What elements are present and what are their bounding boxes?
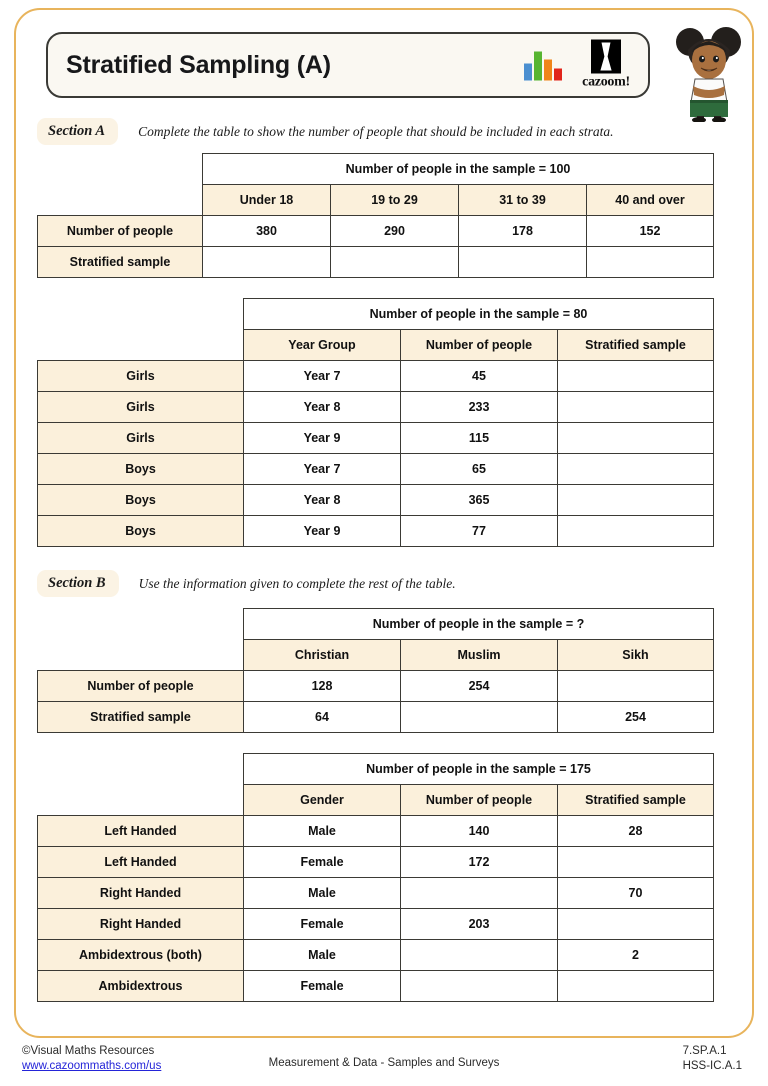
worksheet-header — [46, 32, 650, 98]
section-b-label: Section B — [37, 570, 119, 597]
table3-cell[interactable]: 128 — [244, 671, 401, 702]
table-row — [38, 454, 714, 485]
table-row-column-headers — [38, 330, 714, 361]
table4-cell[interactable]: 28 — [558, 816, 714, 847]
table-row — [38, 392, 714, 423]
table-row — [38, 878, 714, 909]
table-row — [38, 940, 714, 971]
blank-corner — [38, 154, 203, 185]
table2-row-label: Girls — [38, 423, 244, 454]
table4-cell[interactable] — [401, 940, 558, 971]
table2-cell[interactable] — [558, 485, 714, 516]
table4-col-header: Gender — [244, 785, 401, 816]
table4-cell[interactable]: 140 — [401, 816, 558, 847]
table-row-column-headers — [38, 785, 714, 816]
table4-cell[interactable]: 172 — [401, 847, 558, 878]
page-title: Stratified Sampling (A) — [66, 50, 331, 79]
table-row-span-header — [38, 754, 714, 785]
table4-row-label: Right Handed — [38, 878, 244, 909]
table4-cell[interactable]: 70 — [558, 878, 714, 909]
table-row — [38, 671, 714, 702]
table3-col-header: Christian — [244, 640, 401, 671]
table-row — [38, 423, 714, 454]
table4-cell[interactable]: Male — [244, 816, 401, 847]
website-link[interactable]: www.cazoommaths.com/us — [22, 1060, 162, 1072]
table3-cell[interactable]: 254 — [558, 702, 714, 733]
table-age-strata — [37, 153, 714, 278]
table2-cell[interactable]: 115 — [401, 423, 558, 454]
table4-row-label: Left Handed — [38, 847, 244, 878]
table-row-span-header — [38, 154, 714, 185]
table-handedness-strata — [37, 753, 714, 1002]
table2-cell[interactable] — [558, 392, 714, 423]
table4-row-label: Right Handed — [38, 909, 244, 940]
table3-cell[interactable] — [558, 671, 714, 702]
title-box — [46, 32, 650, 98]
table2-cell[interactable]: 233 — [401, 392, 558, 423]
table2-col-header: Stratified sample — [558, 330, 714, 361]
student-character-illustration — [668, 16, 752, 122]
table1-cell[interactable] — [203, 247, 331, 278]
table3-col-header: Muslim — [401, 640, 558, 671]
table4-span-title: Number of people in the sample = 175 — [244, 754, 714, 785]
table4-col-header: Stratified sample — [558, 785, 714, 816]
table1-col-header: 31 to 39 — [459, 185, 587, 216]
table2-row-label: Boys — [38, 454, 244, 485]
table2-cell[interactable] — [558, 516, 714, 547]
table4-cell[interactable] — [401, 971, 558, 1002]
table-row — [38, 909, 714, 940]
table2-col-header: Year Group — [244, 330, 401, 361]
table1-col-header: 40 and over — [587, 185, 714, 216]
table4-cell[interactable]: Female — [244, 971, 401, 1002]
brand-group — [524, 40, 634, 91]
table4-cell[interactable]: Male — [244, 878, 401, 909]
blank-corner — [38, 185, 203, 216]
table3-row-label: Stratified sample — [38, 702, 244, 733]
table2-cell[interactable]: Year 7 — [244, 454, 401, 485]
table1-cell[interactable] — [331, 247, 459, 278]
blank-corner — [38, 299, 244, 330]
standard-code-2: HSS-IC.A.1 — [682, 1060, 742, 1072]
table2-cell[interactable] — [558, 361, 714, 392]
table-row — [38, 847, 714, 878]
table1-cell[interactable] — [587, 247, 714, 278]
table3-cell[interactable]: 64 — [244, 702, 401, 733]
table2-cell[interactable] — [558, 423, 714, 454]
section-b-row — [37, 570, 456, 597]
blank-corner — [38, 754, 244, 785]
section-a-instruction: Complete the table to show the number of people that should be included in each strata. — [138, 123, 614, 139]
table4-row-label: Left Handed — [38, 816, 244, 847]
table-religion-strata — [37, 608, 714, 733]
table2-cell[interactable]: 77 — [401, 516, 558, 547]
section-a-row — [37, 118, 614, 145]
copyright-text: ©Visual Maths Resources — [22, 1045, 155, 1057]
table4-cell[interactable]: Female — [244, 847, 401, 878]
table1-col-header: Under 18 — [203, 185, 331, 216]
table4-cell[interactable]: 2 — [558, 940, 714, 971]
section-b-instruction: Use the information given to complete the rest of the table. — [138, 575, 456, 591]
table-row — [38, 485, 714, 516]
standard-code-1: 7.SP.A.1 — [682, 1045, 727, 1057]
table2-cell[interactable]: Year 7 — [244, 361, 401, 392]
table4-row-label: Ambidextrous — [38, 971, 244, 1002]
blank-corner — [38, 785, 244, 816]
brand-wordmark: cazoom! — [582, 74, 630, 90]
table-row-column-headers — [38, 185, 714, 216]
table2-cell[interactable]: Year 8 — [244, 485, 401, 516]
table2-row-label: Girls — [38, 392, 244, 423]
table3-col-header: Sikh — [558, 640, 714, 671]
table4-cell[interactable] — [558, 971, 714, 1002]
table1-cell[interactable]: 290 — [331, 216, 459, 247]
table-row — [38, 216, 714, 247]
table-row — [38, 247, 714, 278]
table-row — [38, 361, 714, 392]
table4-cell[interactable] — [558, 909, 714, 940]
table2-span-title: Number of people in the sample = 80 — [244, 299, 714, 330]
table1-cell[interactable]: 152 — [587, 216, 714, 247]
blank-corner — [38, 640, 244, 671]
table2-cell[interactable]: 45 — [401, 361, 558, 392]
table1-col-header: 19 to 29 — [331, 185, 459, 216]
table-row — [38, 516, 714, 547]
table2-cell[interactable]: 365 — [401, 485, 558, 516]
blank-corner — [38, 330, 244, 361]
table1-cell[interactable] — [459, 247, 587, 278]
page-footer — [0, 1044, 768, 1086]
table-row-column-headers — [38, 640, 714, 671]
table1-cell[interactable]: 178 — [459, 216, 587, 247]
table3-cell[interactable] — [401, 702, 558, 733]
table-row — [38, 702, 714, 733]
table2-row-label: Girls — [38, 361, 244, 392]
table1-row-label: Stratified sample — [38, 247, 203, 278]
table3-cell[interactable]: 254 — [401, 671, 558, 702]
cazoom-logo — [578, 40, 634, 91]
table1-row-label: Number of people — [38, 216, 203, 247]
footer-standards — [683, 1044, 742, 1074]
table2-cell[interactable]: Year 8 — [244, 392, 401, 423]
blank-corner — [38, 609, 244, 640]
hourglass-icon — [591, 40, 621, 74]
table4-cell[interactable] — [558, 847, 714, 878]
table2-cell[interactable]: Year 9 — [244, 423, 401, 454]
table2-col-header: Number of people — [401, 330, 558, 361]
table-row-span-header — [38, 299, 714, 330]
table4-cell[interactable]: Female — [244, 909, 401, 940]
table4-col-header: Number of people — [401, 785, 558, 816]
table3-row-label: Number of people — [38, 671, 244, 702]
table-row — [38, 971, 714, 1002]
table2-row-label: Boys — [38, 485, 244, 516]
table4-cell[interactable]: 203 — [401, 909, 558, 940]
table2-cell[interactable]: 65 — [401, 454, 558, 485]
footer-topic: Measurement & Data - Samples and Surveys — [268, 1057, 500, 1069]
table-row — [38, 816, 714, 847]
table4-cell[interactable]: Male — [244, 940, 401, 971]
section-a-label: Section A — [37, 118, 118, 145]
table3-span-title: Number of people in the sample = ? — [244, 609, 714, 640]
bar-chart-icon — [524, 50, 562, 80]
table2-row-label: Boys — [38, 516, 244, 547]
table4-cell[interactable] — [401, 878, 558, 909]
table2-cell[interactable] — [558, 454, 714, 485]
table4-row-label: Ambidextrous (both) — [38, 940, 244, 971]
table1-cell[interactable]: 380 — [203, 216, 331, 247]
table-row-span-header — [38, 609, 714, 640]
table1-span-title: Number of people in the sample = 100 — [203, 154, 714, 185]
table-year-group-strata — [37, 298, 714, 547]
table2-cell[interactable]: Year 9 — [244, 516, 401, 547]
